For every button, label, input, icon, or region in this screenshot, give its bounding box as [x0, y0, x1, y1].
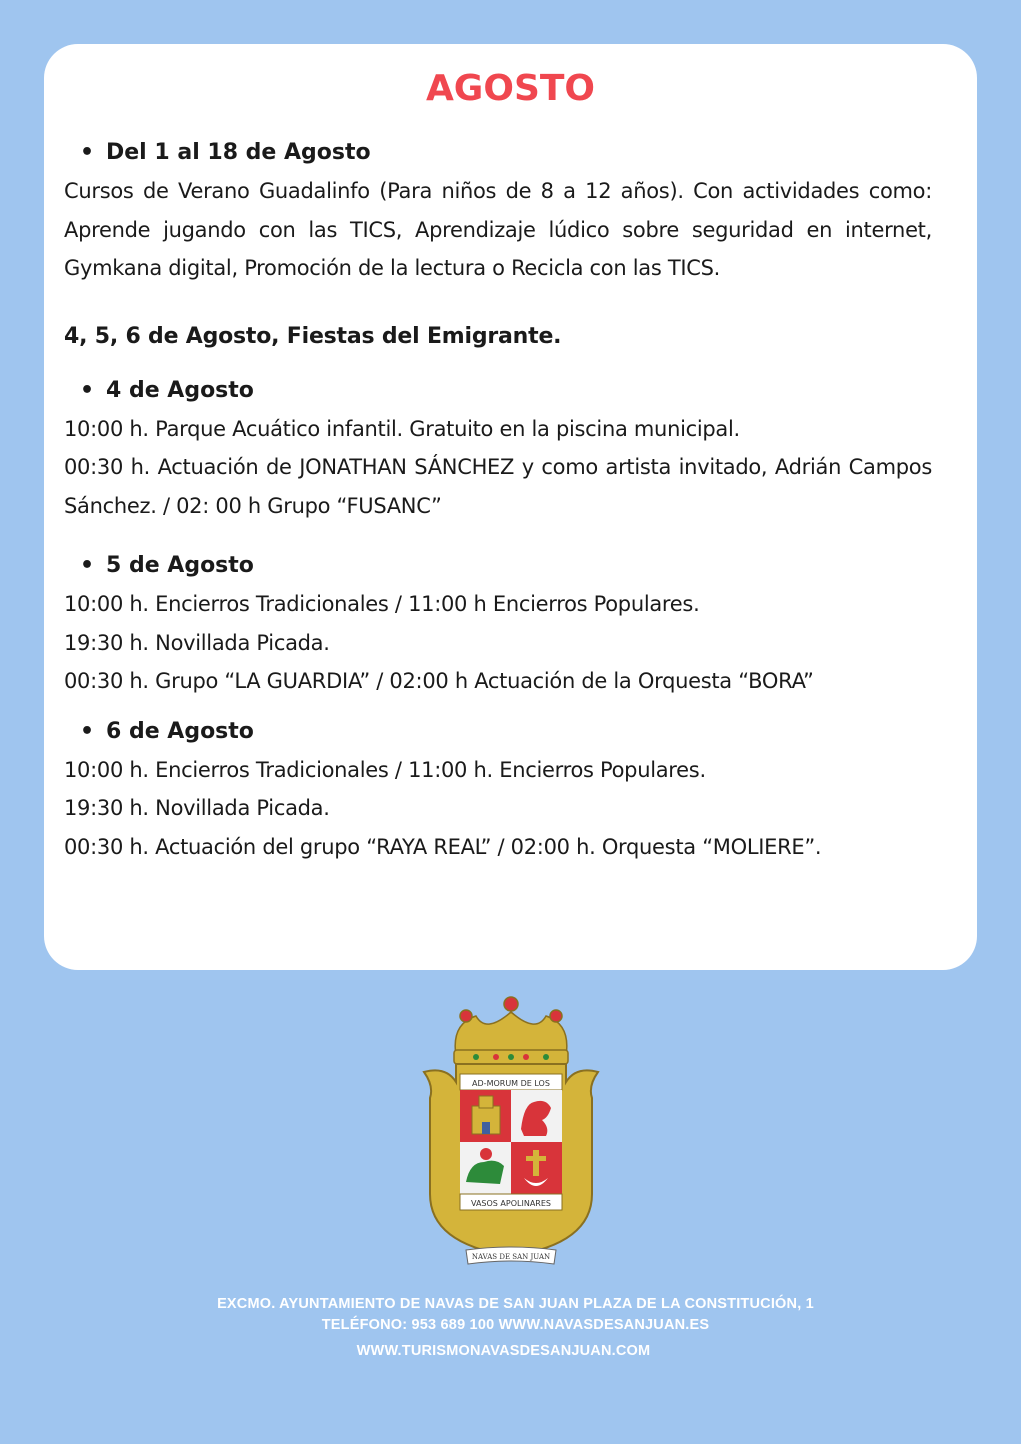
- crown-icon: [454, 997, 568, 1064]
- event-line: 10:00 h. Parque Acuático infantil. Gratuito en la piscina municipal.: [64, 416, 740, 441]
- event-line: 00:30 h. Grupo “LA GUARDIA” / 02:00 h Actuación de la Orquesta “BORA”: [64, 669, 814, 693]
- bullet-dot: •: [80, 718, 95, 744]
- bullet-dot: •: [80, 553, 95, 578]
- event-line: 10:00 h. Encierros Tradicionales / 11:00 h. Encierros Populares.: [64, 757, 706, 782]
- footer-website: WWW.TURISMONAVASDESANJUAN.COM: [356, 1343, 651, 1359]
- event-list: [64, 134, 932, 866]
- event-line: 00:30 h. Actuación de JONATHAN SÁNCHEZ y como artista invitado, Adrián Campos Sánchez. / 02: 00 h Grupo “FUSANC”: [64, 455, 932, 518]
- bullet-dot: •: [80, 377, 95, 403]
- footer-phone: TELÉFONO: 953 689 100 WWW.NAVASDESANJUAN.ES: [321, 1317, 710, 1333]
- crest-top-banner: AD-MORUM DE LOS: [472, 1079, 550, 1088]
- fiestas-heading: 4, 5, 6 de Agosto, Fiestas del Emigrante.: [64, 323, 562, 349]
- event-line: 19:30 h. Novillada Picada.: [64, 630, 330, 655]
- page-title: AGOSTO: [425, 68, 596, 109]
- footer-address: EXCMO. AYUNTAMIENTO DE NAVAS DE SAN JUAN PLAZA DE LA CONSTITUCIÓN, 1: [217, 1296, 814, 1312]
- bullet-heading-1-18: • Del 1 al 18 de Agosto: [64, 134, 932, 172]
- guadalinfo-description: Cursos de Verano Guadalinfo (Para niños de 8 a 12 años). Con actividades como: Aprende jugando con las TICS, Aprendizaje lúdico sobre seguridad en internet, Gymkana digital, Promoción de la lectura o Recicla con las TICS.: [64, 179, 932, 280]
- coat-of-arms-icon: [416, 994, 606, 1270]
- event-line: 19:30 h. Novillada Picada.: [64, 796, 330, 820]
- bullet-heading-6-agosto: • 6 de Agosto: [64, 713, 932, 751]
- bullet-heading-5-agosto: • 5 de Agosto: [64, 547, 932, 585]
- crest-ribbon: NAVAS DE SAN JUAN: [471, 1253, 551, 1261]
- content-card: [44, 44, 977, 970]
- bullet-heading-4-agosto: • 4 de Agosto: [64, 372, 932, 410]
- event-line: 00:30 h. Actuación del grupo “RAYA REAL” / 02:00 h. Orquesta “MOLIERE”.: [64, 834, 822, 859]
- bullet-dot: •: [80, 140, 95, 165]
- crest-bottom-banner: VASOS APOLINARES: [471, 1199, 551, 1208]
- event-line: 10:00 h. Encierros Tradicionales / 11:00 h Encierros Populares.: [64, 592, 700, 616]
